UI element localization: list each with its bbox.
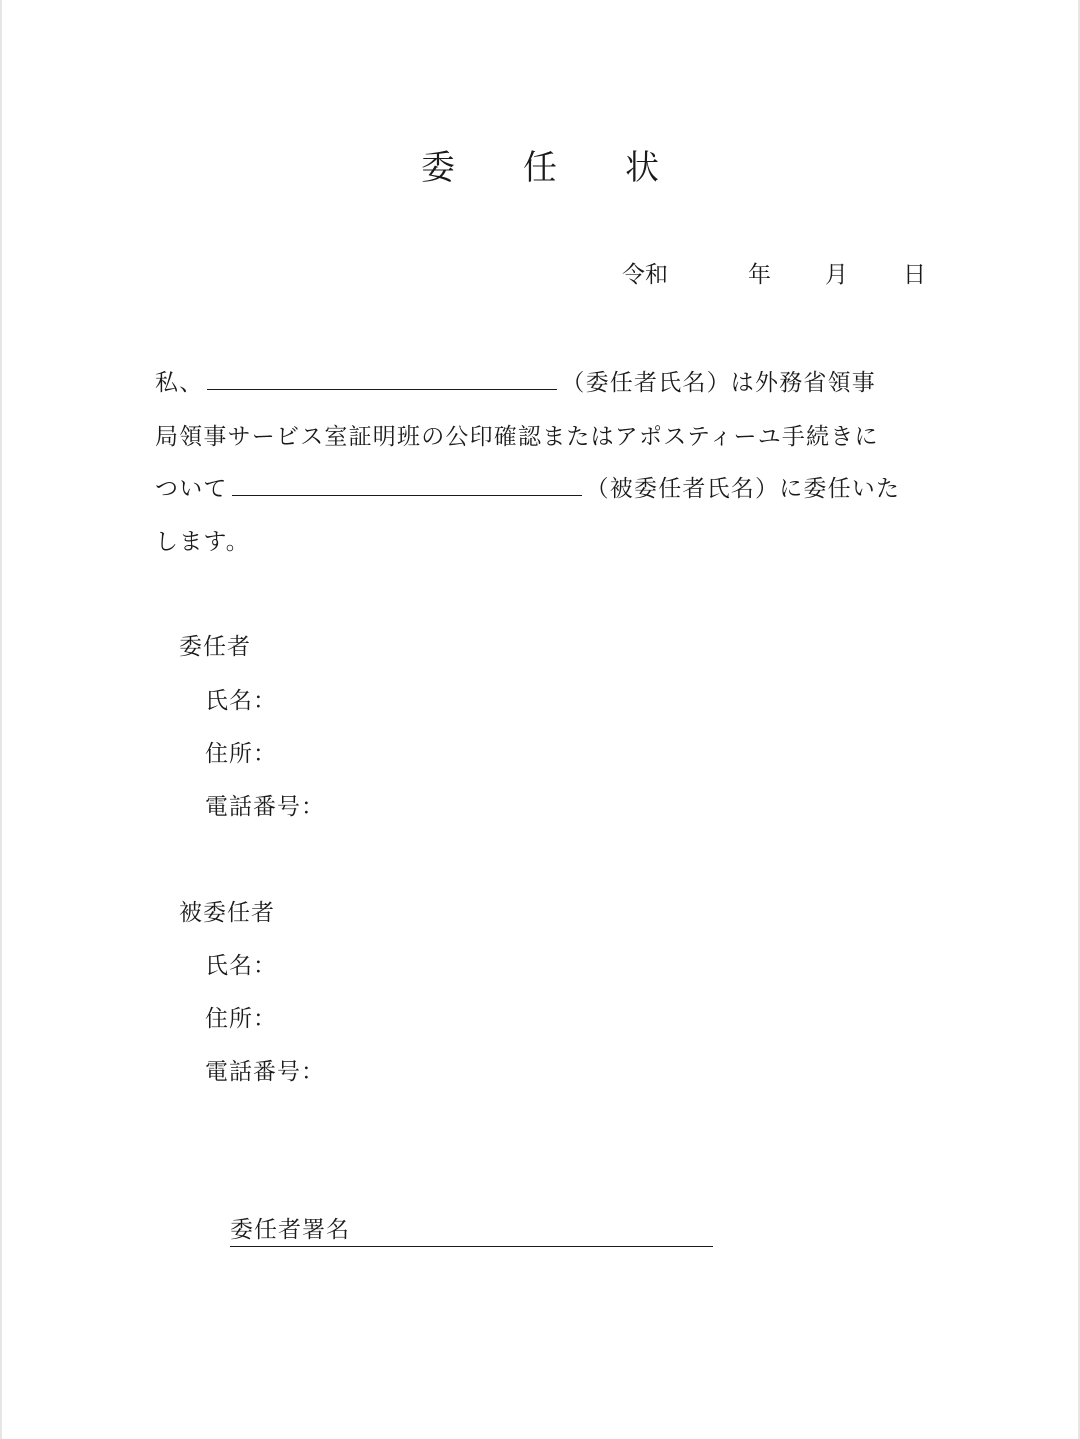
delegator-name-label: 氏名： xyxy=(205,688,277,714)
body-line-3 xyxy=(155,470,900,503)
delegatee-phone-label: 電話番号： xyxy=(205,1059,325,1085)
delegator-heading: 委任者 xyxy=(179,634,251,660)
delegatee-name-label: 氏名： xyxy=(205,953,277,979)
title-char-2: 任 xyxy=(523,148,557,188)
body-line-4: します。 xyxy=(155,529,250,555)
body-line-1-suffix: （委任者氏名）は外務省領事 xyxy=(561,370,877,396)
page-edge-left xyxy=(0,0,2,1439)
body-line-1 xyxy=(155,364,876,397)
date-era: 令和 xyxy=(622,262,668,288)
body-line-2: 局領事サービス室証明班の公印確認またはアポスティーユ手続きに xyxy=(155,424,879,450)
document-title xyxy=(0,140,1080,189)
signature-label: 委任者署名 xyxy=(230,1217,350,1243)
date-day-label: 日 xyxy=(903,262,926,288)
delegatee-address-label: 住所： xyxy=(205,1006,277,1032)
body-line-3-suffix: （被委任者氏名）に委任いた xyxy=(585,476,901,502)
delegatee-heading: 被委任者 xyxy=(179,900,275,926)
delegatee-name-blank[interactable] xyxy=(232,475,582,496)
body-line-1-prefix: 私、 xyxy=(155,370,204,396)
title-char-1: 委 xyxy=(421,148,455,188)
body-line-3-prefix: ついて xyxy=(155,476,228,502)
title-char-3: 状 xyxy=(625,148,659,188)
delegator-address-label: 住所： xyxy=(205,741,277,767)
signature-line[interactable] xyxy=(230,1211,713,1247)
date-year-label: 年 xyxy=(748,262,771,288)
date-month-label: 月 xyxy=(825,262,848,288)
delegator-name-blank[interactable] xyxy=(207,369,557,390)
delegator-phone-label: 電話番号： xyxy=(205,794,325,820)
